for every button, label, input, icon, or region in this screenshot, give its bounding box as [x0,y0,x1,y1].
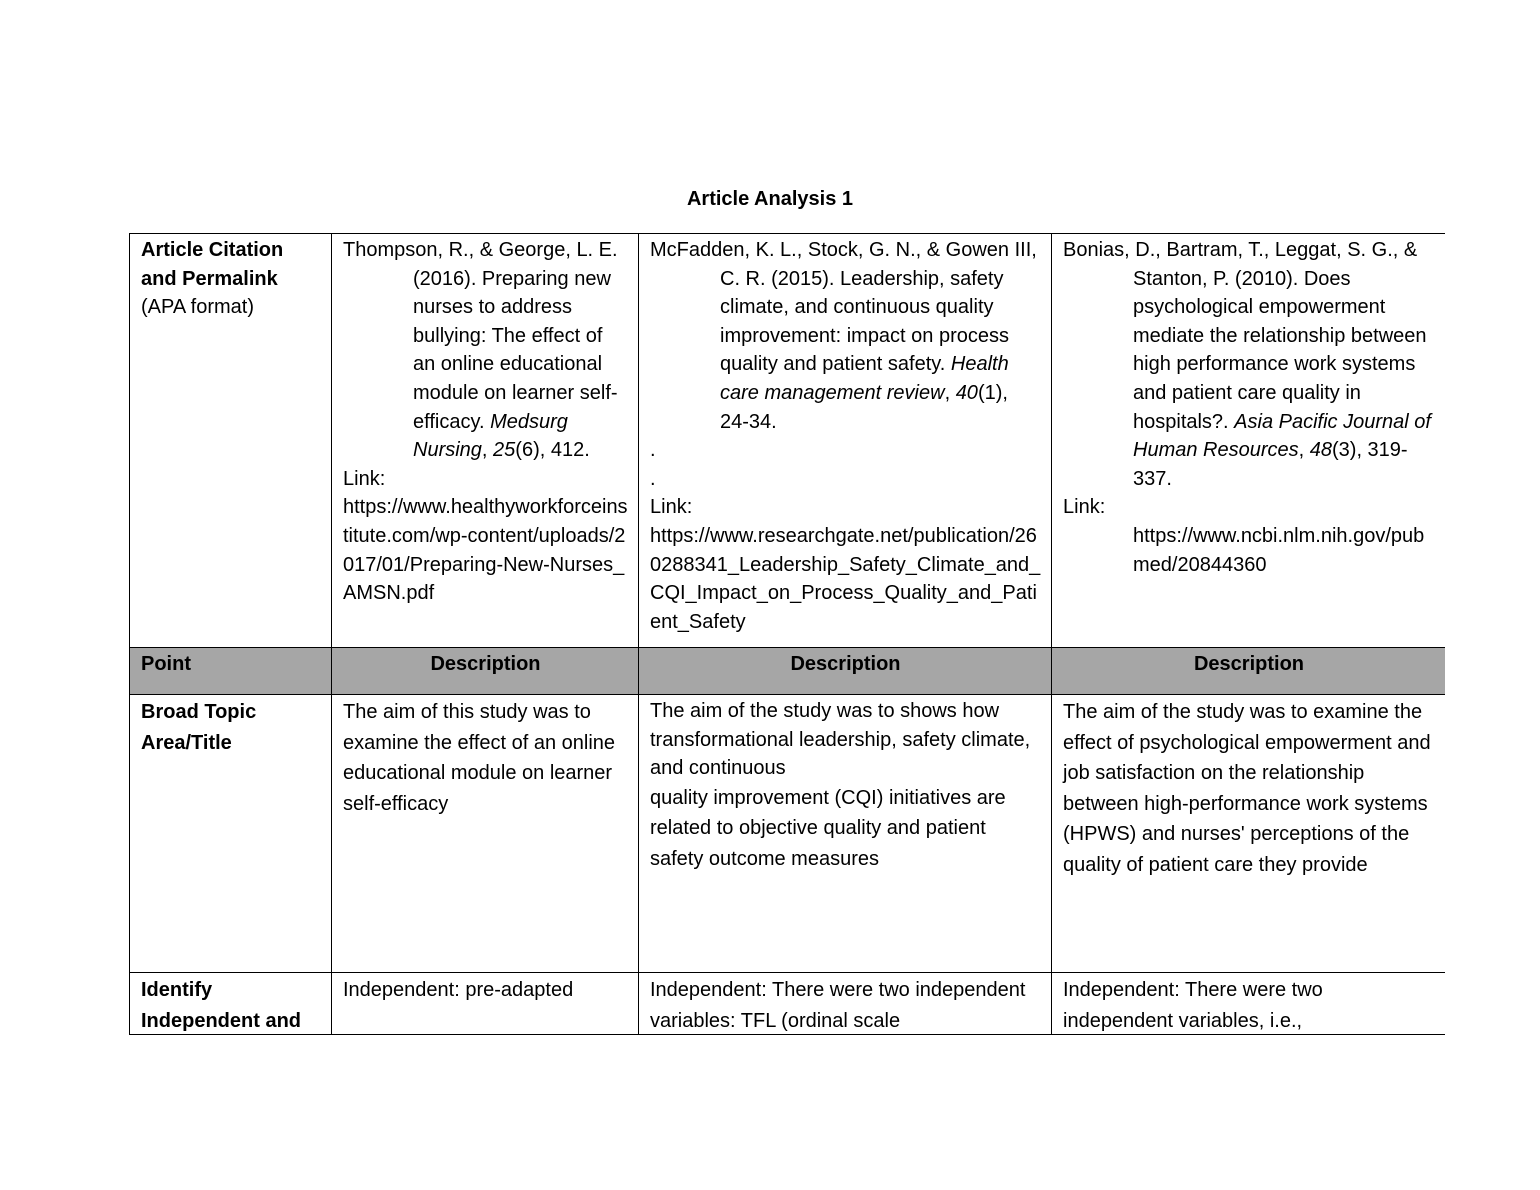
variables-label: Identify Independent and [130,973,332,1036]
citation-format-note: (APA format) [141,296,254,319]
analysis-table [129,233,1445,1035]
page-title: Article Analysis 1 [686,188,853,210]
header-description-2: Description [639,648,1052,695]
citation-text-2: McFadden, K. L., Stock, G. N., & Gowen III, C. R. (2015). Leadership, safety climate, and continuous quality improvement: impact on process quality and patient safety. Health care management review, 40(1), 24-34. [650,239,1037,433]
citation-text-3: Bonias, D., Bartram, T., Leggat, S. G., & Stanton, P. (2010). Does psychological empowerment mediate the relationship between high performance work systems and patient care quality in hospitals?. Asia Pacific Journal of Human Resources, 48(3), 319-337. [1063,239,1431,490]
topic-cell-2-para-2: quality improvement (CQI) initiatives are related to objective quality and patient safety outcome measures [650,786,1006,870]
permalink-3[interactable]: https://www.ncbi.nlm.nih.gov/pubmed/20844360 [1133,524,1425,576]
citation-row [130,234,1446,648]
variables-row [130,973,1446,1036]
citation-cell-2 [639,234,1052,648]
variables-cell-3: Independent: There were two independent variables, i.e., [1052,973,1446,1036]
journal-volume-1: 25 [493,439,516,462]
stray-dot-1: . [650,439,656,462]
citation-label: Article Citation and Permalink [141,239,284,290]
citation-text-1: Thompson, R., & George, L. E. (2016). Preparing new nurses to address bullying: The effect of an online educational module on learner self-efficacy. Medsurg Nursing, 25(6), 412. [343,239,618,462]
stray-dot-2: . [650,467,656,490]
journal-volume-2: 40 [955,381,978,404]
header-description-1: Description [332,648,639,695]
topic-cell-1: The aim of this study was to examine the effect of an online educational module on learner self-efficacy [332,695,639,973]
analysis-table-wrapper [129,233,1445,1035]
citation-cell-3 [1052,234,1446,648]
journal-name-3: Asia Pacific Journal of Human Resources [1133,410,1431,462]
link-label-3: Link: [1063,496,1106,519]
citation-cell-1 [332,234,639,648]
topic-label: Broad Topic Area/Title [130,695,332,973]
topic-cell-3: The aim of the study was to examine the effect of psychological empowerment and job satisfaction on the relationship between high-performance work systems (HPWS) and nurses' perceptions of the quality of patient care they provide [1052,695,1446,973]
journal-name-1: Medsurg Nursing [413,410,568,462]
header-row [130,648,1446,695]
link-label-2: Link: [650,496,693,519]
permalink-1[interactable]: https://www.healthyworkforceinstitute.com/wp-content/uploads/2017/01/Preparing-New-Nurses_AMSN.pdf [343,496,628,605]
topic-cell-2-para-1: The aim of the study was to shows how transformational leadership, safety climate, and continuous [650,700,1031,780]
journal-name-2: Health care management review [720,353,1009,404]
variables-cell-1: Independent: pre-adapted [332,973,639,1036]
variables-cell-2: Independent: There were two independent variables: TFL (ordinal scale [639,973,1052,1036]
header-point: Point [130,648,332,695]
permalink-2[interactable]: https://www.researchgate.net/publication/260288341_Leadership_Safety_Climate_and_CQI_Impact_on_Process_Quality_and_Patient_Safety [650,524,1041,633]
citation-label-cell [130,234,332,648]
topic-row [130,695,1446,973]
topic-cell-2 [639,695,1052,973]
journal-volume-3: 48 [1309,439,1332,462]
link-label-1: Link: [343,467,386,490]
header-description-3: Description [1052,648,1446,695]
